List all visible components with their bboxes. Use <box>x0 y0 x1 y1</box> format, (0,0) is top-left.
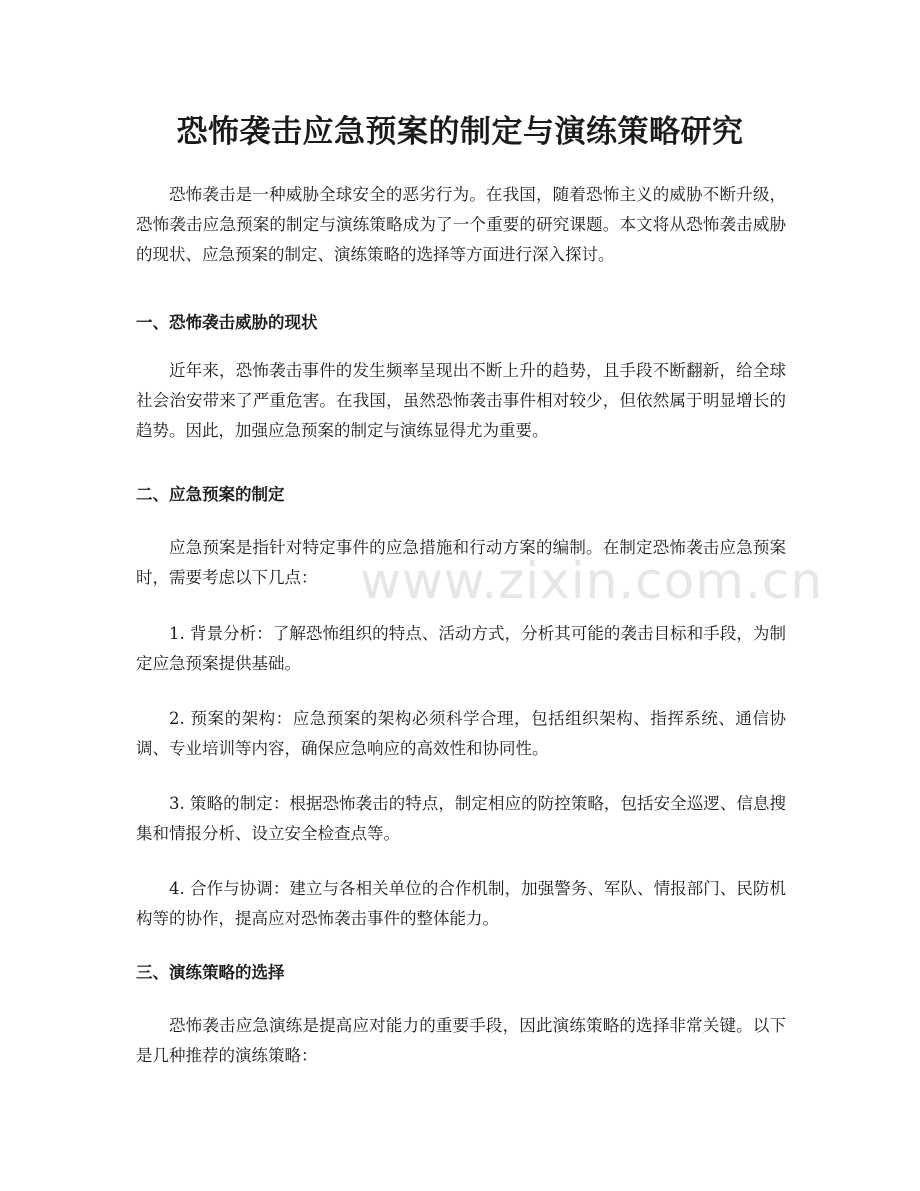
section-heading-2: 二、应急预案的制定 <box>136 485 285 504</box>
section-2-item-2: 2. 预案的架构：应急预案的架构必须科学合理，包括组织架构、指挥系统、通信协调、专业培训等内容，确保应急响应的高效性和协同性。 <box>136 709 786 758</box>
section-2-paragraph-1: 应急预案是指针对特定事件的应急措施和行动方案的编制。在制定恐怖袭击应急预案时，需要考虑以下几点： <box>136 538 786 587</box>
section-heading-1: 一、恐怖袭击威胁的现状 <box>136 313 318 332</box>
section-3-paragraph-1: 恐怖袭击应急演练是提高应对能力的重要手段，因此演练策略的选择非常关键。以下是几种推荐的演练策略： <box>136 1016 786 1065</box>
watermark: www.zixin.com.cn <box>360 552 824 610</box>
section-2-item-3: 3. 策略的制定：根据恐怖袭击的特点，制定相应的防控策略，包括安全巡逻、信息搜集和情报分析、设立安全检查点等。 <box>136 794 786 843</box>
section-2-item-1: 1. 背景分析：了解恐怖组织的特点、活动方式，分析其可能的袭击目标和手段，为制定应急预案提供基础。 <box>136 624 786 673</box>
page-title: 恐怖袭击应急预案的制定与演练策略研究 <box>176 114 744 150</box>
section-1-paragraph-1: 近年来，恐怖袭击事件的发生频率呈现出不断上升的趋势，且手段不断翻新，给全球社会治安带来了严重危害。在我国，虽然恐怖袭击事件相对较少，但依然属于明显增长的趋势。因此，加强应急预案的制定与演练显得尤为重要。 <box>136 361 786 440</box>
intro-paragraph: 恐怖袭击是一种威胁全球安全的恶劣行为。在我国，随着恐怖主义的威胁不断升级，恐怖袭击应急预案的制定与演练策略成为了一个重要的研究课题。本文将从恐怖袭击威胁的现状、应急预案的制定、演练策略的选择等方面进行深入探讨。 <box>136 185 786 264</box>
section-2-item-4: 4. 合作与协调：建立与各相关单位的合作机制，加强警务、军队、情报部门、民防机构等的协作，提高应对恐怖袭击事件的整体能力。 <box>136 879 786 928</box>
section-heading-3: 三、演练策略的选择 <box>136 963 285 982</box>
